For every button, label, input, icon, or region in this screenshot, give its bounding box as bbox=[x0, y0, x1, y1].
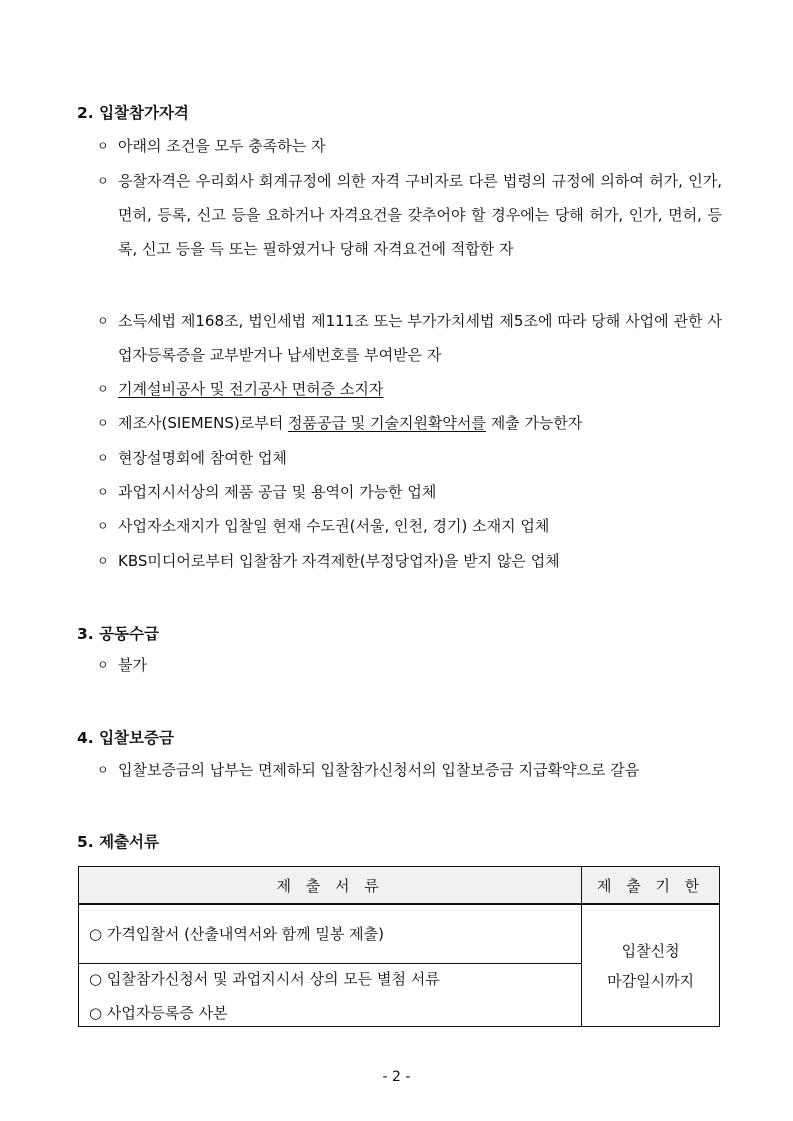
table-row-text: ○ 입찰참가신청서 및 과업지시서 상의 모든 별첨 서류 bbox=[89, 970, 440, 988]
section-5-title: 5. 제출서류 bbox=[77, 833, 159, 851]
deadline-line: 입찰신청 bbox=[621, 941, 680, 960]
submission-documents-table bbox=[78, 866, 720, 1027]
bullet-icon: ㅇ bbox=[97, 382, 109, 396]
table-cell bbox=[79, 964, 582, 1027]
list-item bbox=[97, 129, 722, 163]
table-header-documents: 제 출 서 류 bbox=[79, 867, 582, 905]
table-cell bbox=[79, 904, 582, 964]
list-item-text: 불가 bbox=[118, 656, 147, 674]
list-item bbox=[97, 164, 722, 266]
bullet-icon: ㅇ bbox=[97, 519, 109, 533]
bullet-icon: ㅇ bbox=[97, 416, 109, 430]
list-item-text: 입찰보증금의 납부는 면제하되 입찰참가신청서의 입찰보증금 지급확약으로 갈음 bbox=[118, 761, 640, 779]
list-item bbox=[97, 406, 722, 440]
underlined-text: 정품공급 및 기술지원확약서를 bbox=[288, 414, 486, 432]
list-item-text: 소득세법 제168조, 법인세법 제111조 또는 부가가치세법 제5조에 따라 당해 사업에 관한 사업자등록증을 교부받거나 납세번호를 부여받은 자 bbox=[118, 312, 722, 364]
bullet-icon: ㅇ bbox=[97, 658, 109, 672]
section-2-title: 2. 입찰참가자격 bbox=[77, 104, 189, 122]
list-item-text: 과업지시서상의 제품 공급 및 용역이 가능한 업체 bbox=[118, 483, 437, 501]
list-item-text: 기계설비공사 및 전기공사 면허증 소지자 bbox=[118, 380, 384, 398]
table-header-deadline: 제 출 기 한 bbox=[582, 867, 720, 905]
list-item-text: 제조사(SIEMENS)로부터 bbox=[118, 414, 288, 432]
bullet-icon: ㅇ bbox=[97, 451, 109, 465]
deadline-line: 마감일시까지 bbox=[607, 971, 695, 990]
bullet-icon: ㅇ bbox=[97, 174, 109, 188]
list-item bbox=[97, 753, 722, 787]
list-item bbox=[97, 475, 722, 509]
list-item bbox=[97, 509, 722, 543]
table-row-text: ○ 사업자등록증 사본 bbox=[89, 1004, 228, 1022]
bullet-icon: ㅇ bbox=[97, 485, 109, 499]
table-row-text: ○ 가격입찰서 (산출내역서와 함께 밀봉 제출) bbox=[89, 925, 384, 943]
bullet-icon: ㅇ bbox=[97, 554, 109, 568]
table-cell-deadline bbox=[582, 904, 720, 1027]
section-3-title: 3. 공동수급 bbox=[77, 625, 159, 643]
list-item-text: 현장설명회에 참여한 업체 bbox=[118, 449, 287, 467]
bullet-icon: ㅇ bbox=[97, 139, 109, 153]
list-item bbox=[97, 648, 722, 682]
bullet-icon: ㅇ bbox=[97, 314, 109, 328]
list-item-text: 제출 가능한자 bbox=[485, 414, 583, 432]
list-item-text: 사업자소재지가 입찰일 현재 수도권(서울, 인천, 경기) 소재지 업체 bbox=[118, 517, 550, 535]
list-item bbox=[97, 544, 722, 578]
page-number: - 2 - bbox=[382, 1069, 411, 1085]
bullet-icon: ㅇ bbox=[97, 763, 109, 777]
list-item bbox=[97, 304, 722, 372]
list-item-text: 아래의 조건을 모두 충족하는 자 bbox=[118, 137, 326, 155]
list-item bbox=[97, 372, 722, 406]
list-item-text: 응찰자격은 우리회사 회계규정에 의한 자격 구비자로 다른 법령의 규정에 의하여 허가, 인가, 면허, 등록, 신고 등을 요하거나 자격요건을 갖추어야 할 경우에는 당해 허가, 인가, 면허, 등록, 신고 등을 득 또는 필하였거나 당해 자격요건에 적합한 자 bbox=[118, 172, 722, 258]
list-item-text: KBS미디어로부터 입찰참가 자격제한(부정당업자)을 받지 않은 업체 bbox=[118, 552, 560, 570]
section-4-title: 4. 입찰보증금 bbox=[77, 729, 174, 747]
list-item bbox=[97, 441, 722, 475]
